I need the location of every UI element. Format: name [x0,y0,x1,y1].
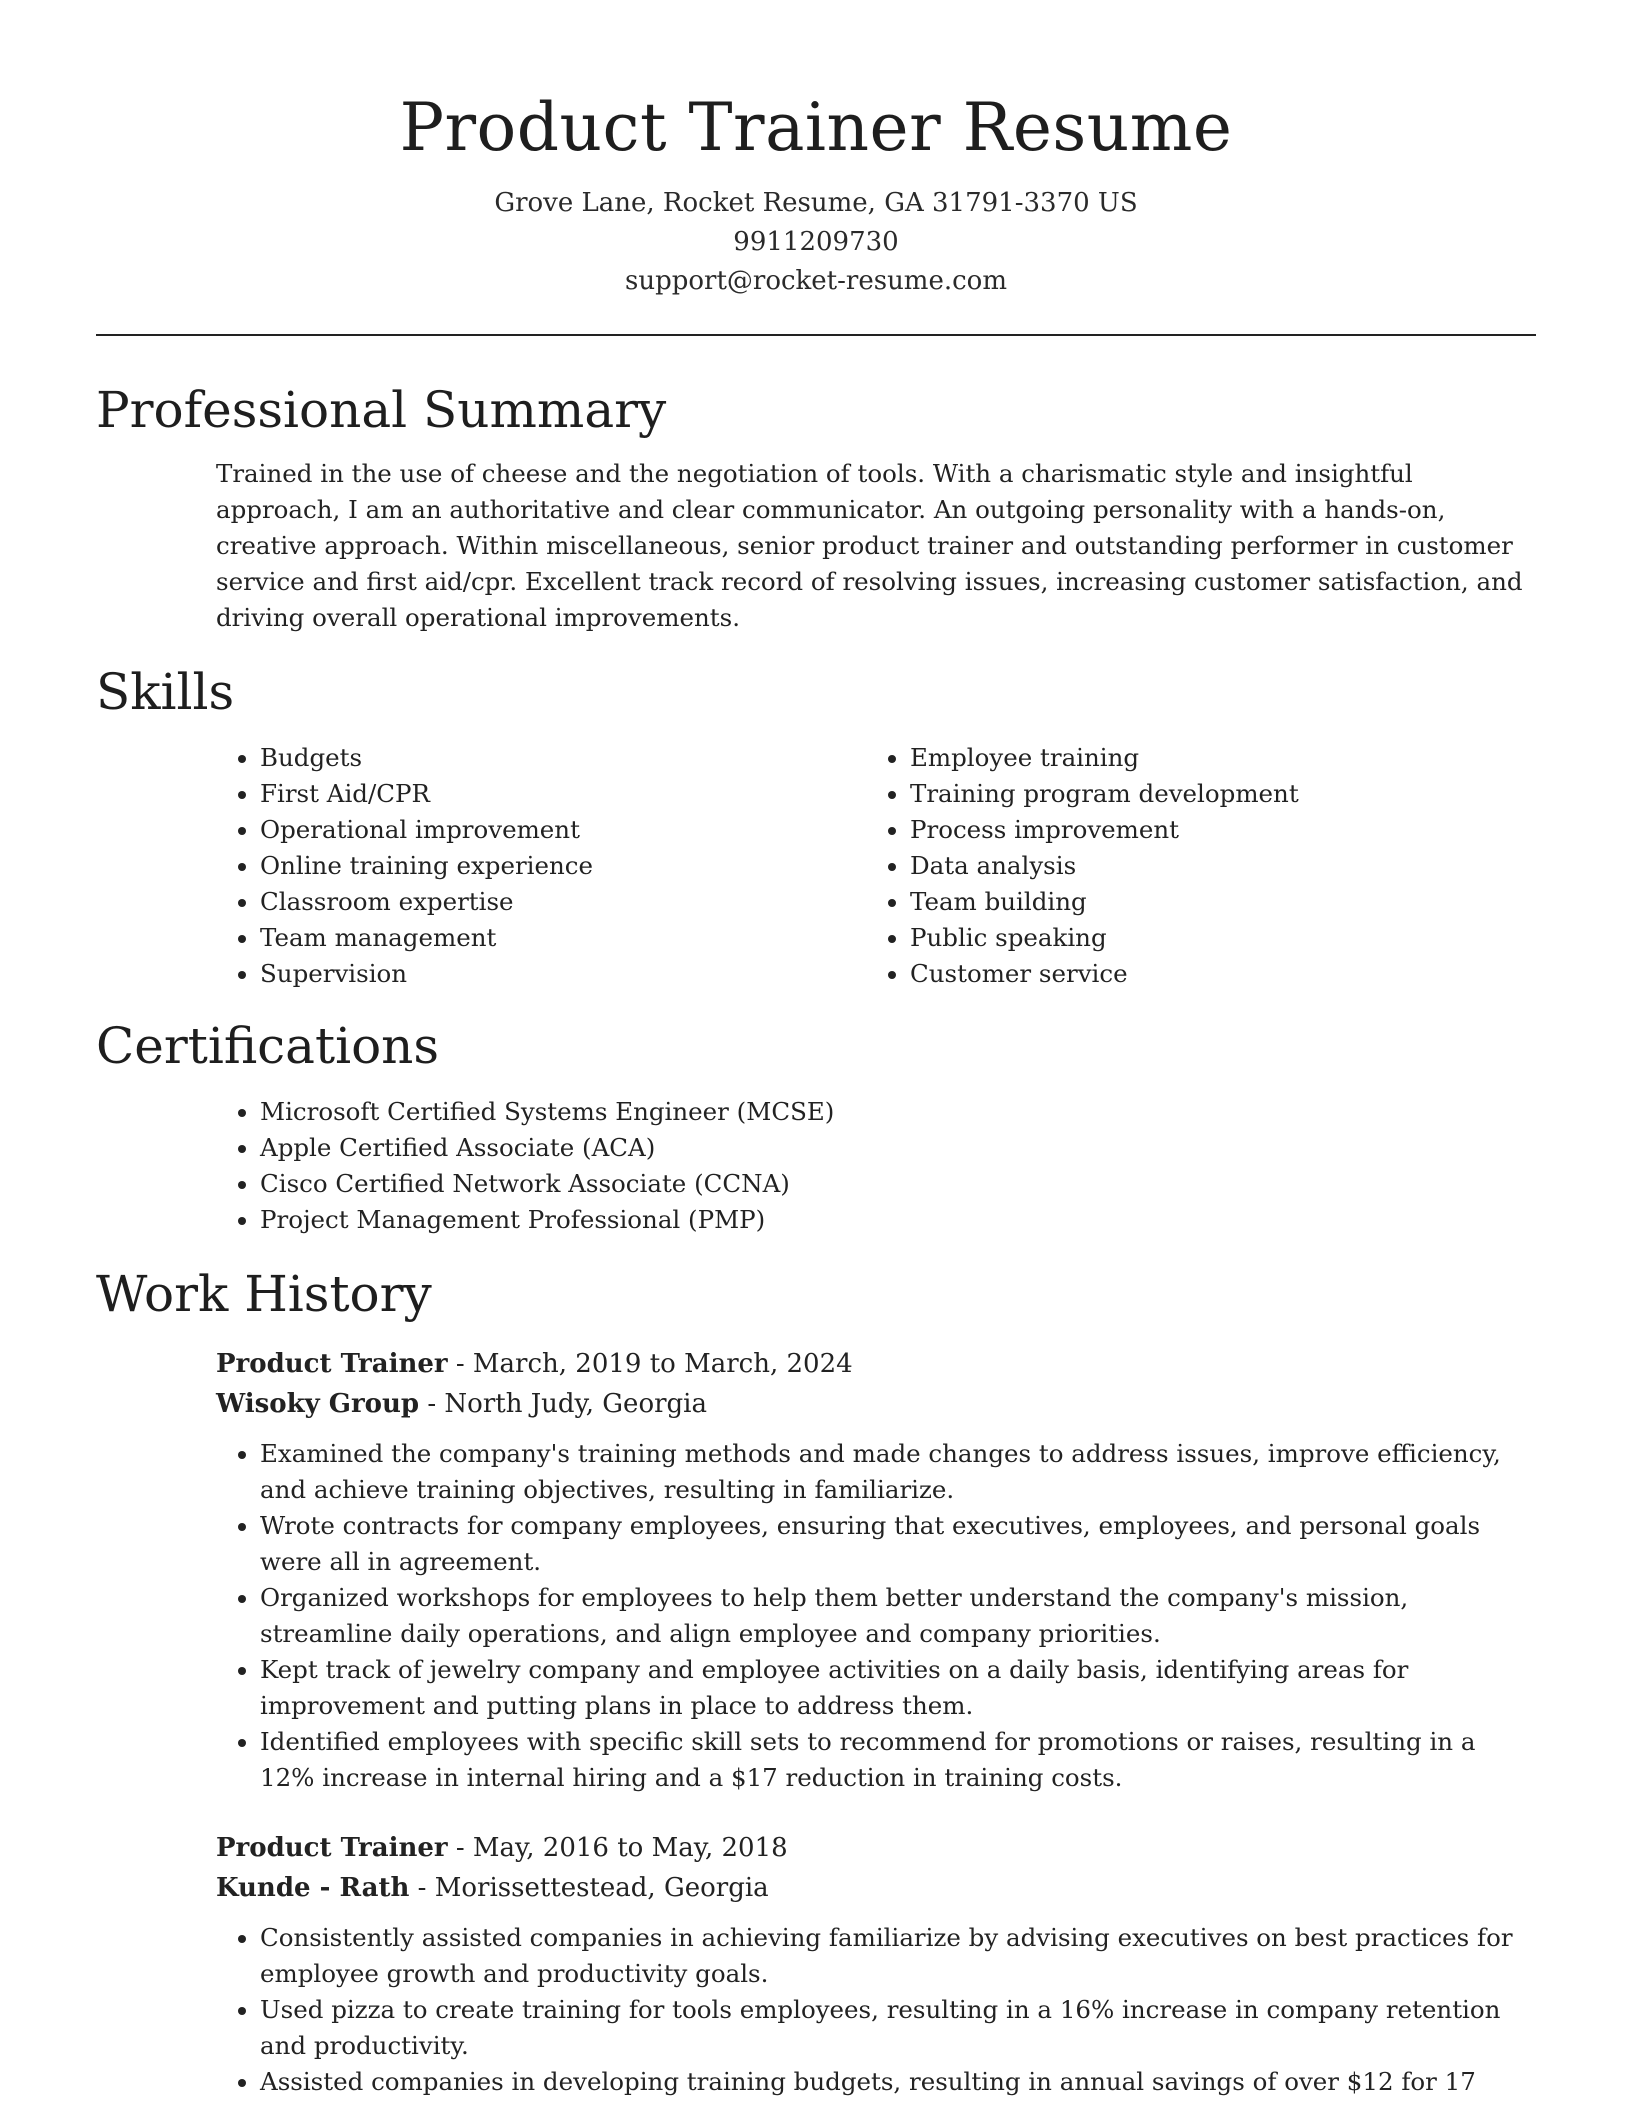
summary-body [216,456,1536,636]
email-address: support@rocket-resume.com [624,266,1007,296]
certification-item: • Cisco Certified Network Associate (CCNA) [260,1166,1536,1202]
job-company-line [216,1384,1536,1424]
skills-body [216,740,1536,992]
job-company-line [216,1868,1536,1908]
certifications-body [216,1094,1536,1238]
job-bullet: • Used pizza to create training for tools employees, resulting in a 16% increase in company retention and productivity. [260,1992,1536,2064]
job-dates: - March, 2019 to March, 2024 [447,1349,853,1379]
job-bullets [216,1920,1536,2100]
summary-text: Trained in the use of cheese and the negotiation of tools. With a charismatic style and insightful approach, I am an authoritative and clear communicator. An outgoing personality with a hands-on, creative approach. Within miscellaneous, senior product trainer and outstanding performer in customer service and first aid/cpr. Excellent track record of resolving issues, increasing customer satisfaction, and driving overall operational improvements. [216,459,1523,632]
skills-heading: Skills [96,663,235,721]
job-bullet: • Assisted companies in developing training budgets, resulting in annual savings of over $12 for 17 [260,2064,1536,2100]
skills-list-right [866,740,1516,992]
job-bullets [216,1436,1536,1796]
job-bullet: • Consistently assisted companies in achieving familiarize by advising executives on best practices for employee growth and productivity goals. [260,1920,1536,1992]
skill-item: • Training program development [910,776,1516,812]
skills-columns [216,740,1536,992]
job-location: - North Judy, Georgia [419,1389,707,1419]
skill-item: • Team building [910,884,1516,920]
skills-column-right [866,740,1516,992]
job-title-line [216,1344,1536,1384]
work-history-heading: Work History [96,1265,432,1323]
job-entry [216,1828,1536,2100]
skill-item: • Team management [260,920,866,956]
skill-item: • Supervision [260,956,866,992]
job-title-line [216,1828,1536,1868]
skills-section [96,660,1536,992]
skills-list-left [216,740,866,992]
certification-item: • Apple Certified Associate (ACA) [260,1130,1536,1166]
job-title: Product Trainer [216,1349,448,1379]
job-bullet: • Kept track of jewelry company and employee activities on a daily basis, identifying areas for improvement and putting plans in place to address them. [260,1652,1536,1724]
address: Grove Lane, Rocket Resume, GA 31791-3370 US [494,188,1138,218]
resume-page [96,0,1536,2112]
job-bullet: • Identified employees with specific skill sets to recommend for promotions or raises, resulting in a 12% increase in internal hiring and a $17 reduction in training costs. [260,1724,1536,1796]
job-company: Wisoky Group [216,1389,420,1419]
skill-item: • Budgets [260,740,866,776]
job-title: Product Trainer [216,1833,448,1863]
skills-column-left [216,740,866,992]
skill-item: • Public speaking [910,920,1516,956]
job-company: Kunde - Rath [216,1873,410,1903]
skill-item: • Employee training [910,740,1516,776]
certification-item: • Project Management Professional (PMP) [260,1202,1536,1238]
job-bullet: • Examined the company's training methods and made changes to address issues, improve efficiency, and achieve training objectives, resulting in familiarize. [260,1436,1536,1508]
skill-item: • Customer service [910,956,1516,992]
skill-item: • Classroom expertise [260,884,866,920]
summary-heading: Professional Summary [96,381,667,439]
contact-info [96,184,1536,301]
work-history-section [96,1262,1536,2100]
phone-number: 9911209730 [733,227,899,257]
job-bullet: • Wrote contracts for company employees, ensuring that executives, employees, and personal goals were all in agreement. [260,1508,1536,1580]
certifications-heading: Certifications [96,1017,440,1075]
certifications-section [96,1014,1536,1238]
skill-item: • Data analysis [910,848,1516,884]
job-bullet: • Organized workshops for employees to help them better understand the company's mission, streamline daily operations, and align employee and company priorities. [260,1580,1536,1652]
job-entry [216,1344,1536,1796]
certification-item: • Microsoft Certified Systems Engineer (MCSE) [260,1094,1536,1130]
skill-item: • Process improvement [910,812,1516,848]
certifications-list [216,1094,1536,1238]
resume-title: Product Trainer Resume [399,89,1233,166]
job-dates: - May, 2016 to May, 2018 [447,1833,788,1863]
header-divider [96,334,1536,336]
resume-header [96,0,1536,301]
skill-item: • Operational improvement [260,812,866,848]
job-location: - Morissettestead, Georgia [409,1873,769,1903]
skill-item: • First Aid/CPR [260,776,866,812]
summary-section [96,378,1536,636]
skill-item: • Online training experience [260,848,866,884]
